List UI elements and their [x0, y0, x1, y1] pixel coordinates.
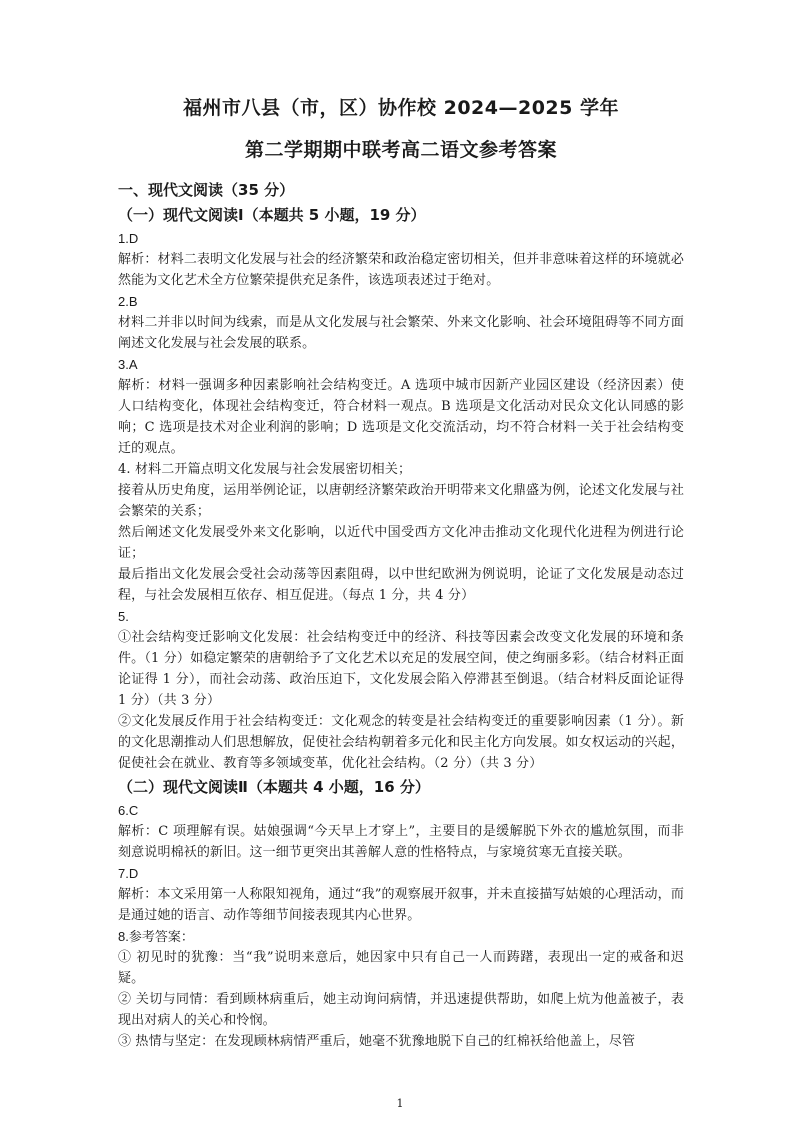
- section1-heading: 一、现代文阅读（35 分）: [118, 181, 295, 199]
- part2-heading: （二）现代文阅读Ⅱ（本题共 4 小题，16 分）: [118, 778, 430, 796]
- document-page: [118, 96, 684, 1052]
- q8-label: 8.参考答案：: [118, 929, 194, 944]
- q1-text: 解析：材料二表明文化发展与社会的经济繁荣和政治稳定密切相关，但并非意味着这样的环境就必然能为文化艺术全方位繁荣提供充足条件，该选项表述过于绝对。: [118, 252, 684, 288]
- q3-text: 解析：材料一强调多种因素影响社会结构变迁。A 选项中城市因新产业园区建设（经济因素）使人口结构变化，体现社会结构变迁，符合材料一观点。B 选项是文化活动对民众文化认同感的影响；C 选项是技术对企业利润的影响；D 选项是文化交流活动，均不符合材料一关于社会结构变迁的观点。: [118, 378, 684, 456]
- q4-line2: 接着从历史角度，运用举例论证，以唐朝经济繁荣政治开明带来文化鼎盛为例，论述文化发展与社会繁荣的关系；: [118, 483, 684, 519]
- q5-point1: ①社会结构变迁影响文化发展：社会结构变迁中的经济、科技等因素会改变文化发展的环境和条件。（1 分）如稳定繁荣的唐朝给予了文化艺术以充足的发展空间，使之绚丽多彩。（结合材料正面论证得 1 分），而社会动荡、政治压迫下，文化发展会陷入停滞甚至倒退。（结合材料反面论证得 1 分）（共 3 分）: [118, 630, 684, 708]
- q3-label: 3.A: [118, 357, 138, 372]
- q7-label: 7.D: [118, 866, 139, 881]
- part1-heading: （一）现代文阅读Ⅰ（本题共 5 小题，19 分）: [118, 206, 426, 224]
- q2-label: 2.B: [118, 294, 138, 309]
- q8-point3: ③ 热情与坚定：在发现顾林病情严重后，她毫不犹豫地脱下自己的红棉袄给他盖上，尽管: [118, 1034, 636, 1049]
- page-title-line1: 福州市八县（市，区）协作校 2024—2025 学年: [183, 97, 619, 119]
- q8-point1: ① 初见时的犹豫：当“我”说明来意后，她因家中只有自己一人而踌躇，表现出一定的戒备和迟疑。: [118, 950, 684, 986]
- q8-point2: ② 关切与同情：看到顾林病重后，她主动询问病情，并迅速提供帮助，如爬上炕为他盖被子，表现出对病人的关心和怜悯。: [118, 992, 684, 1028]
- q4-line1: 4. 材料二开篇点明文化发展与社会发展密切相关；: [118, 462, 412, 477]
- q5-label: 5.: [118, 609, 129, 624]
- q1-label: 1.D: [118, 231, 139, 246]
- q2-text: 材料二并非以时间为线索，而是从文化发展与社会繁荣、外来文化影响、社会环境阻碍等不同方面阐述文化发展与社会发展的联系。: [118, 315, 684, 351]
- q6-label: 6.C: [118, 803, 139, 818]
- q7-text: 解析：本文采用第一人称限知视角，通过“我”的观察展开叙事，并未直接描写姑娘的心理活动，而是通过她的语言、动作等细节间接表现其内心世界。: [118, 887, 684, 923]
- q6-text: 解析：C 项理解有误。姑娘强调“今天早上才穿上”，主要目的是缓解脱下外衣的尴尬氛围，而非刻意说明棉袄的新旧。这一细节更突出其善解人意的性格特点，与家境贫寒无直接关联。: [118, 824, 684, 860]
- page-title-line2: 第二学期期中联考高二语文参考答案: [244, 139, 557, 161]
- page-number: 1: [396, 1097, 404, 1110]
- q4-line3: 然后阐述文化发展受外来文化影响，以近代中国受西方文化冲击推动文化现代化进程为例进行论证；: [118, 525, 684, 561]
- q5-point2: ②文化发展反作用于社会结构变迁：文化观念的转变是社会结构变迁的重要影响因素（1 分）。新的文化思潮推动人们思想解放，促使社会结构朝着多元化和民主化方向发展。如女权运动的兴起，促使社会在就业、教育等多领域变革，优化社会结构。（2 分）（共 3 分）: [118, 714, 684, 771]
- q4-line4: 最后指出文化发展会受社会动荡等因素阻碍，以中世纪欧洲为例说明，论证了文化发展是动态过程，与社会发展相互依存、相互促进。（每点 1 分，共 4 分）: [118, 567, 684, 603]
